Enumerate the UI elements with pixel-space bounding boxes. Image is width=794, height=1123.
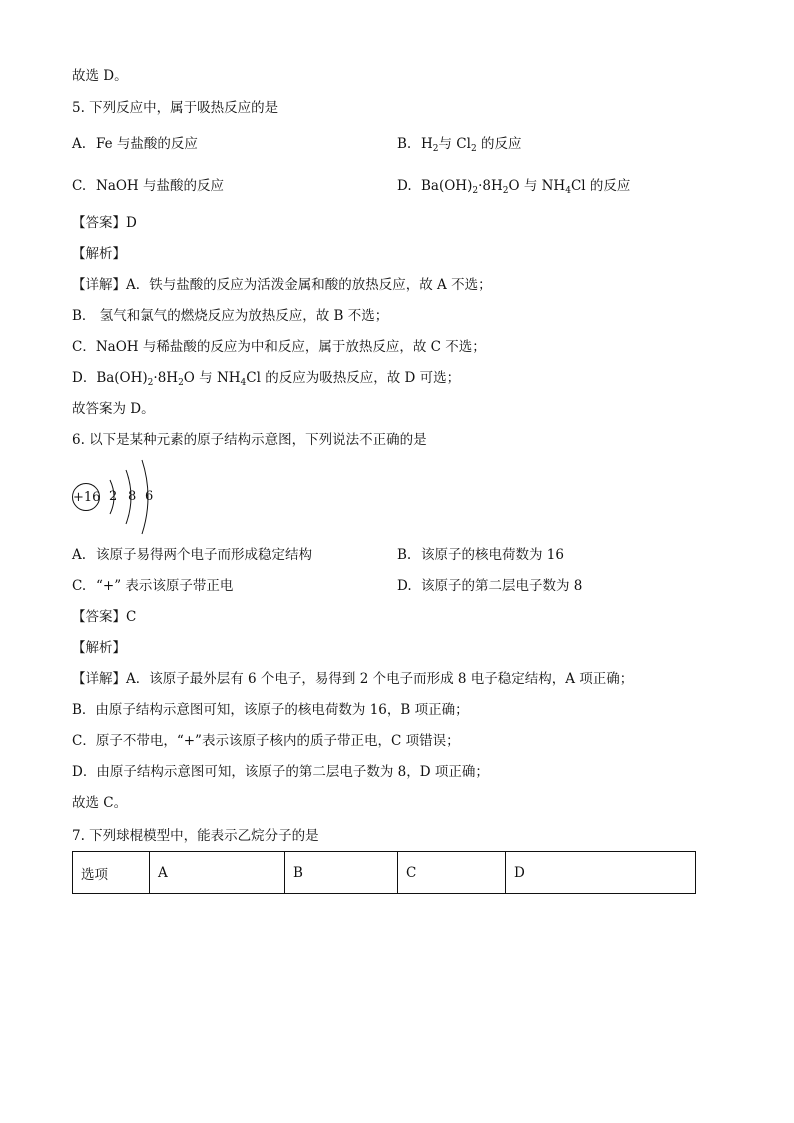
subscript: 4 — [565, 186, 571, 196]
q7-stem: 7. 下列球棍模型中，能表示乙烷分子的是 — [72, 828, 319, 844]
table-row — [73, 852, 696, 894]
formula-part: Cl 的反应为吸热反应，故 D 可选； — [246, 370, 461, 386]
q5-option-a — [72, 134, 198, 154]
q7-options-table — [72, 851, 696, 894]
q5-option-c — [72, 176, 224, 196]
q5-detail-d — [72, 368, 460, 393]
q6-option-a — [72, 545, 312, 565]
option-letter: A. — [72, 547, 87, 563]
q5-detail-c: C．NaOH 与稀盐酸的反应为中和反应，属于放热反应，故 C 不选； — [72, 339, 486, 355]
option-letter: A. — [72, 136, 87, 152]
option-letter: C. — [72, 578, 87, 594]
table-header-cell: A — [150, 852, 285, 894]
q6-option-d — [397, 576, 582, 596]
option-text: NaOH 与盐酸的反应 — [96, 178, 224, 194]
formula-part: ·8H — [153, 370, 179, 386]
formula-part: ·8H — [478, 178, 503, 194]
subscript: 2 — [178, 378, 184, 388]
q5-option-b — [397, 134, 522, 159]
q5-detail-a: 【详解】A．铁与盐酸的反应为活泼金属和酸的放热反应，故 A 不选； — [72, 277, 492, 293]
option-letter: C. — [72, 178, 87, 194]
option-text: “+” 表示该原子带正电 — [96, 578, 234, 594]
q6-detail-b: B．由原子结构示意图可知，该原子的核电荷数为 16，B 项正确； — [72, 702, 469, 718]
option-text: 该原子的核电荷数为 16 — [421, 547, 564, 563]
table-header-cell: C — [398, 852, 506, 894]
subscript: 2 — [502, 186, 509, 196]
shell-1-electrons: 2 — [109, 489, 118, 504]
option-letter: D. — [397, 178, 412, 194]
q5-stem: 5. 下列反应中，属于吸热反应的是 — [72, 100, 279, 116]
formula-part: D．Ba(OH) — [72, 370, 148, 386]
q6-detail-a: 【详解】A．该原子最外层有 6 个电子，易得到 2 个电子而形成 8 电子稳定结构，A 项正确； — [72, 671, 634, 687]
option-letter: D. — [397, 578, 412, 594]
subscript: 2 — [432, 144, 439, 154]
q6-answer: 【答案】C — [72, 609, 137, 625]
shell-2-electrons: 8 — [128, 489, 137, 504]
formula-post: 的反应 — [476, 136, 522, 152]
formula-part: Ba(OH) — [421, 178, 473, 194]
q5-conclusion: 故答案为 D。 — [72, 401, 155, 417]
q5-analysis-label: 【解析】 — [72, 246, 126, 262]
q6-analysis-label: 【解析】 — [72, 640, 126, 656]
formula-part: O 与 NH — [508, 178, 566, 194]
q5-option-d — [397, 176, 630, 201]
subscript: 2 — [147, 378, 154, 388]
option-letter: B. — [397, 136, 412, 152]
atomic-structure-diagram — [72, 458, 162, 536]
table-header-cell: D — [506, 852, 696, 894]
subscript: 2 — [470, 144, 477, 154]
option-text: 该原子易得两个电子而形成稳定结构 — [96, 547, 312, 563]
formula-part: O 与 NH — [183, 370, 241, 386]
q6-stem: 6. 以下是某种元素的原子结构示意图，下列说法不正确的是 — [72, 432, 427, 448]
q5-answer: 【答案】D — [72, 215, 137, 231]
previous-conclusion: 故选 D。 — [72, 68, 128, 84]
subscript: 4 — [240, 378, 247, 388]
formula-part: Cl 的反应 — [570, 178, 631, 194]
q6-conclusion: 故选 C。 — [72, 795, 128, 811]
q6-option-b — [397, 545, 564, 565]
table-header-cell: B — [285, 852, 398, 894]
q6-option-c — [72, 576, 233, 596]
option-text: Fe 与盐酸的反应 — [96, 136, 198, 152]
shell-3-electrons: 6 — [145, 489, 154, 504]
formula-h: H — [421, 136, 433, 152]
formula-mid: 与 Cl — [438, 136, 471, 152]
table-header-cell: 选项 — [73, 852, 150, 894]
q6-detail-c: C．原子不带电，“+”表示该原子核内的质子带正电，C 项错误； — [72, 733, 460, 749]
option-text: 该原子的第二层电子数为 8 — [421, 578, 583, 594]
nucleus: +16 — [72, 483, 100, 511]
option-letter: B. — [397, 547, 412, 563]
subscript: 2 — [472, 186, 479, 196]
q5-detail-b: B． 氢气和氯气的燃烧反应为放热反应，故 B 不选； — [72, 308, 389, 324]
q6-detail-d: D．由原子结构示意图可知，该原子的第二层电子数为 8，D 项正确； — [72, 764, 489, 780]
